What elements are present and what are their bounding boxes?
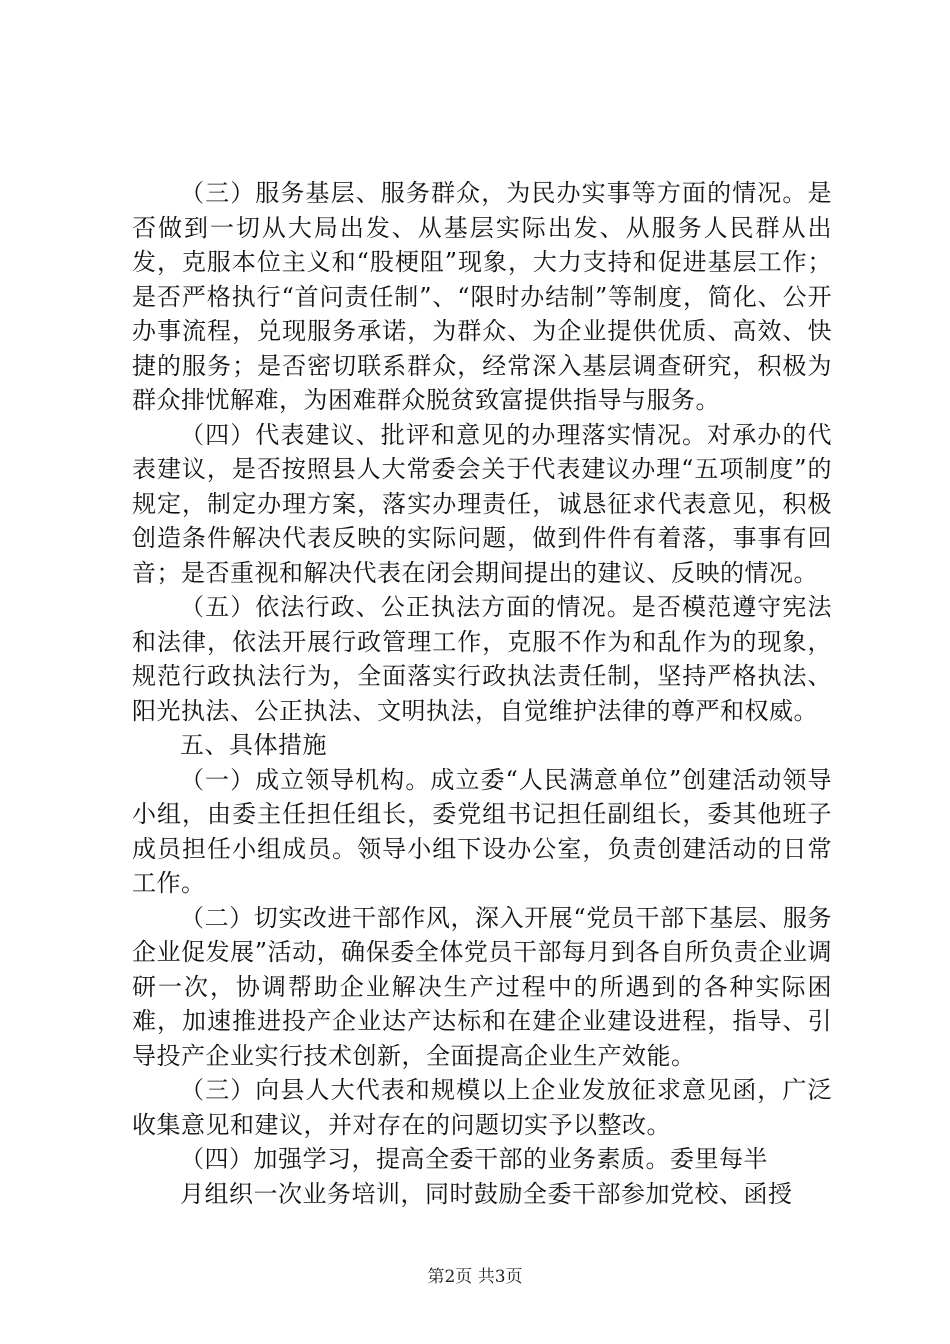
- paragraph-service: （三）服务基层、服务群众，为民办实事等方面的情况。是否做到一切从大局出发、从基层实际出发、从服务人民群从出发，克服本位主义和“股梗阻”现象，大力支持和促进基层工作；是否严格执行“首问责任制”、“限时办结制”等制度，简化、公开办事流程，兑现服务承诺，为群众、为企业提供优质、高效、快捷的服务；是否密切联系群众，经常深入基层调查研究，积极为群众排忧解难，为困难群众脱贫致富提供指导与服务。: [132, 179, 832, 414]
- document-body: [132, 176, 832, 1211]
- paragraph-representative-suggestions: （四）代表建议、批评和意见的办理落实情况。对承办的代表建议，是否按照县人大常委会关于代表建议办理“五项制度”的规定，制定办理方案，落实办理责任，诚恳征求代表意见，积极创造条件解决代表反映的实际问题，做到件件有着落，事事有回音；是否重视和解决代表在闭会期间提出的建议、反映的情况。: [132, 420, 832, 587]
- paragraph-law-enforcement: （五）依法行政、公正执法方面的情况。是否模范遵守宪法和法律，依法开展行政管理工作，克服不作为和乱作为的现象，规范行政执法行为，全面落实行政执法责任制，坚持严格执法、阳光执法、公正执法、文明执法，自觉维护法律的尊严和权威。: [132, 593, 832, 725]
- page-footer: 第2页 共3页: [427, 1267, 523, 1287]
- paragraph-leadership: （一）成立领导机构。成立委“人民满意单位”创建活动领导小组，由委主任担任组长，委党组书记担任副组长，委其他班子成员担任小组成员。领导小组下设办公室，负责创建活动的日常工作。: [132, 765, 832, 897]
- section-heading-measures: 五、具体措施: [180, 731, 327, 759]
- paragraph-feedback-letters: （三）向县人大代表和规模以上企业发放征求意见函，广泛收集意见和建议，并对存在的问题切实予以整改。: [132, 1076, 832, 1139]
- paragraph-work-style: （二）切实改进干部作风，深入开展“党员干部下基层、服务企业促发展”活动，确保委全体党员干部每月到各自所负责企业调研一次，协调帮助企业解决生产过程中的所遇到的各种实际困难，加速推进投产企业达产达标和在建企业建设进程，指导、引导投产企业实行技术创新，全面提高企业生产效能。: [132, 903, 832, 1070]
- paragraph-training: 月组织一次业务培训，同时鼓励全委干部参加党校、函授: [180, 1179, 793, 1208]
- paragraph-study: （四）加强学习，提高全委干部的业务素质。委里每半: [180, 1145, 768, 1173]
